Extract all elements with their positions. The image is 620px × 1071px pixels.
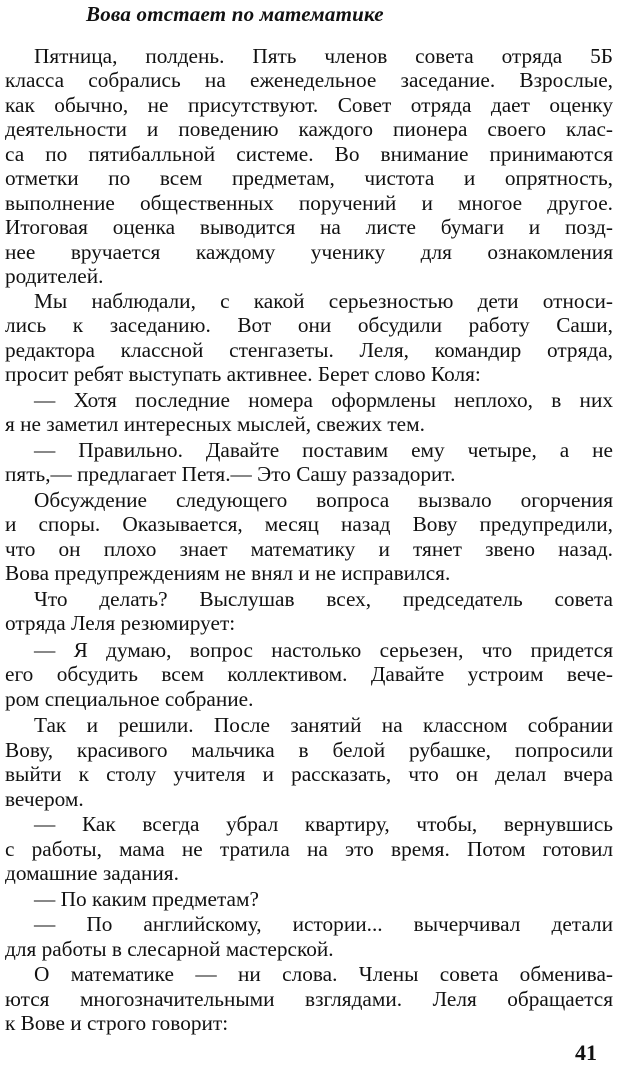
- text-line: вечером.: [5, 787, 84, 811]
- text-line: ются многозначительными взглядами. Леля обращается: [5, 987, 613, 1011]
- text-line: для работы в слесарной мастерской.: [5, 937, 334, 961]
- text-line: — Как всегда убрал квартиру, чтобы, вернувшись: [34, 812, 613, 836]
- text-line: к Вове и строго говорит:: [5, 1011, 229, 1035]
- text-line: нее вручается каждому ученику для ознакомления: [5, 240, 613, 264]
- text-line: — По каким предметам?: [34, 887, 259, 911]
- text-line: Что делать? Выслушав всех, председатель совета: [34, 587, 613, 611]
- text-line: пять,— предлагает Петя.— Это Сашу раззадорит.: [5, 462, 456, 486]
- text-line: са по пятибалльной системе. Во внимание принимаются: [5, 142, 613, 166]
- text-line: Вову, красивого мальчика в белой рубашке, попросили: [5, 738, 613, 762]
- text-line: — Правильно. Давайте поставим ему четыре, а не: [34, 438, 613, 462]
- text-line: лись к заседанию. Вот они обсудили работу Саши,: [5, 313, 613, 337]
- text-line: — Я думаю, вопрос настолько серьезен, что придется: [34, 638, 613, 662]
- text-line: О математике — ни слова. Члены совета обменива-: [34, 962, 613, 986]
- text-line: его обсудить всем коллективом. Давайте устроим вече-: [5, 662, 613, 686]
- text-line: ром специальное собрание.: [5, 687, 254, 711]
- text-line: Вова предупреждениям не внял и не исправился.: [5, 561, 451, 585]
- text-line: Так и решили. После занятий на классном собрании: [34, 713, 613, 737]
- text-line: выйти к столу учителя и рассказать, что он делал вчера: [5, 762, 613, 786]
- section-heading: Вова отстает по математике: [86, 2, 384, 26]
- text-line: родителей.: [5, 264, 104, 288]
- text-line: просит ребят выступать активнее. Берет слово Коля:: [5, 362, 481, 386]
- text-line: — Хотя последние номера оформлены неплохо, в них: [34, 388, 613, 412]
- text-line: Обсуждение следующего вопроса вызвало огорчения: [34, 488, 613, 512]
- text-line: деятельности и поведению каждого пионера своего клас-: [5, 117, 613, 141]
- page-number: 41: [575, 1040, 597, 1065]
- text-line: как обычно, не присутствуют. Совет отряда дает оценку: [5, 93, 613, 117]
- text-line: класса собрались на еженедельное заседание. Взрослые,: [5, 68, 613, 92]
- text-line: Итоговая оценка выводится на листе бумаги и позд-: [5, 215, 613, 239]
- text-line: выполнение общественных поручений и многое другое.: [5, 191, 613, 215]
- text-line: — По английскому, истории... вычерчивал детали: [34, 912, 613, 936]
- text-line: отряда Леля резюмирует:: [5, 611, 236, 635]
- text-line: что он плохо знает математику и тянет звено назад.: [5, 537, 613, 561]
- text-line: отметки по всем предметам, чистота и опрятность,: [5, 166, 613, 190]
- text-line: редактора классной стенгазеты. Леля, командир отряда,: [5, 338, 613, 362]
- text-line: с работы, мама не тратила на это время. Потом готовил: [5, 837, 613, 861]
- text-line: Пятница, полдень. Пять членов совета отряда 5Б: [34, 44, 613, 68]
- text-line: домашние задания.: [5, 861, 179, 885]
- text-line: я не заметил интересных мыслей, свежих тем.: [5, 412, 425, 436]
- text-line: Мы наблюдали, с какой серьезностью дети относи-: [34, 289, 613, 313]
- text-line: и споры. Оказывается, месяц назад Вову предупредили,: [5, 512, 613, 536]
